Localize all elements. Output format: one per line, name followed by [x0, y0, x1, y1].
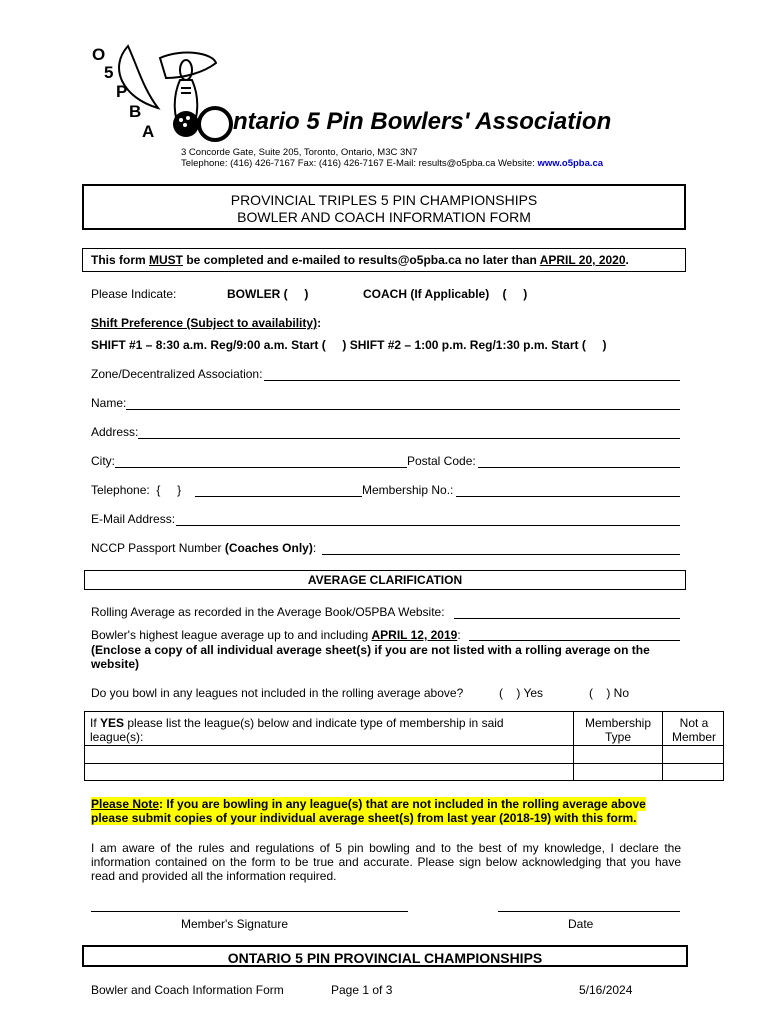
city-field[interactable] — [115, 467, 407, 468]
rolling-average-label: Rolling Average as recorded in the Average Book/O5PBA Website: — [91, 605, 445, 619]
please-note-label: Please Note — [91, 797, 160, 811]
website-link[interactable]: www.o5pba.ca — [537, 158, 604, 169]
please-note-text: : If you are bowling in any league(s) that are not included in the rolling average above please submit copies of your individual average sheet(s) from last year (2018-19) with this form. — [91, 797, 646, 825]
membership-label: Membership No.: — [362, 483, 454, 497]
form-title-line1: PROVINCIAL TRIPLES 5 PIN CHAMPIONSHIPS — [230, 192, 538, 208]
please-note — [91, 797, 681, 825]
table-description — [90, 716, 560, 744]
table-desc-yes: YES — [100, 716, 125, 730]
notice-end: . — [625, 253, 629, 267]
nccp-colon: : — [312, 541, 317, 555]
other-leagues-question: Do you bowl in any leagues not included in the rolling average above? — [91, 686, 464, 700]
logo-o-ring — [197, 106, 233, 142]
postal-field[interactable] — [478, 467, 680, 468]
title-box — [82, 184, 686, 230]
notice-mid: be completed and e-mailed to results@o5pba.ca no later than — [183, 253, 540, 267]
shift-heading-text: Shift Preference (Subject to availability) — [91, 316, 318, 330]
bowler-checkbox[interactable]: BOWLER ( ) — [227, 287, 309, 301]
nccp-coaches-only: (Coaches Only) — [224, 541, 313, 555]
highest-average-date: APRIL 12, 2019 — [371, 628, 458, 642]
postal-label: Postal Code: — [407, 454, 476, 468]
logo-letter-p: P — [116, 82, 128, 101]
table-desc-pre: If — [90, 716, 101, 730]
member-signature-label: Member's Signature — [181, 917, 289, 931]
date-label: Date — [568, 917, 594, 931]
notice-box — [82, 248, 686, 272]
enclose-instruction: (Enclose a copy of all individual average sheet(s) if you are not listed with a rolling average on the website) — [91, 643, 650, 671]
logo-letter-a: A — [142, 122, 155, 141]
table-row[interactable] — [85, 746, 573, 763]
table-desc-post: please list the league(s) below and indicate type of membership in said league(s): — [90, 716, 504, 744]
logo-letter-b: B — [129, 102, 142, 121]
address-field[interactable] — [138, 438, 680, 439]
footer-form-name: Bowler and Coach Information Form — [91, 983, 284, 997]
notice-pre: This form — [91, 253, 150, 267]
member-signature-field[interactable] — [91, 911, 408, 912]
notice-deadline: APRIL 20, 2020 — [539, 253, 626, 267]
nccp-field[interactable] — [322, 554, 680, 555]
yes-checkbox[interactable]: ( ) Yes — [499, 686, 544, 700]
nccp-label — [91, 541, 316, 555]
zone-label: Zone/Decentralized Association: — [91, 367, 263, 381]
column-membership-type: Membership Type — [584, 716, 652, 744]
contact-info: Telephone: (416) 426-7167 Fax: (416) 426-7167 E-Mail: results@o5pba.ca Website: — [181, 158, 535, 169]
footer-page-number: Page 1 of 3 — [331, 983, 393, 997]
no-checkbox[interactable]: ( ) No — [589, 686, 630, 700]
average-heading-box — [84, 570, 686, 590]
table-divider-1 — [573, 712, 574, 780]
form-title-line2: BOWLER AND COACH INFORMATION FORM — [237, 209, 531, 225]
shift-heading — [91, 316, 321, 330]
footer-date: 5/16/2024 — [579, 983, 633, 997]
org-address: 3 Concorde Gate, Suite 205, Toronto, Ontario, M3C 3N7 — [181, 147, 418, 158]
name-label: Name: — [91, 396, 127, 410]
logo-letter-5: 5 — [104, 63, 114, 82]
email-label: E-Mail Address: — [91, 512, 176, 526]
table-row[interactable] — [85, 764, 573, 780]
email-field[interactable] — [176, 525, 680, 526]
notice-must: MUST — [149, 253, 184, 267]
rolling-average-field[interactable] — [454, 618, 680, 619]
telephone-label: Telephone: { } — [91, 483, 182, 497]
nccp-label-text: NCCP Passport Number — [91, 541, 225, 555]
average-heading: AVERAGE CLARIFICATION — [307, 573, 463, 587]
telephone-field[interactable] — [195, 496, 362, 497]
highest-average-field[interactable] — [469, 640, 680, 641]
highest-average-label — [91, 628, 461, 642]
logo-letter-o: O — [92, 45, 106, 64]
bottom-banner-text: ONTARIO 5 PIN PROVINCIAL CHAMPIONSHIPS — [227, 950, 543, 966]
shift-options[interactable]: SHIFT #1 – 8:30 a.m. Reg/9:00 a.m. Start ( ) SHIFT #2 – 1:00 p.m. Reg/1:30 p.m. Start ( ) — [91, 338, 607, 352]
city-label: City: — [91, 454, 115, 468]
membership-field[interactable] — [456, 496, 680, 497]
highest-average-text: Bowler's highest league average up to and including — [91, 628, 372, 642]
org-contact-line — [181, 158, 603, 169]
indicate-label: Please Indicate: — [91, 287, 177, 301]
column-not-a-member: Not a Member — [671, 716, 716, 744]
name-field[interactable] — [126, 409, 680, 410]
org-name: ntario 5 Pin Bowlers' Association — [233, 108, 612, 135]
date-field[interactable] — [498, 911, 680, 912]
league-table — [84, 711, 724, 781]
highest-average-colon: : — [457, 628, 461, 642]
table-divider-2 — [662, 712, 663, 780]
coach-checkbox[interactable]: COACH (If Applicable) ( ) — [363, 287, 528, 301]
bottom-banner — [82, 945, 688, 967]
shift-heading-colon: : — [317, 316, 322, 330]
notice-text — [91, 253, 685, 267]
address-label: Address: — [91, 425, 139, 439]
declaration-text: I am aware of the rules and regulations of 5 pin bowling and to the best of my knowledge, I declare the information contained on the form to be true and accurate. Please sign below acknowledging that you have read and provided all the information required. — [91, 841, 681, 883]
zone-field[interactable] — [264, 380, 680, 381]
